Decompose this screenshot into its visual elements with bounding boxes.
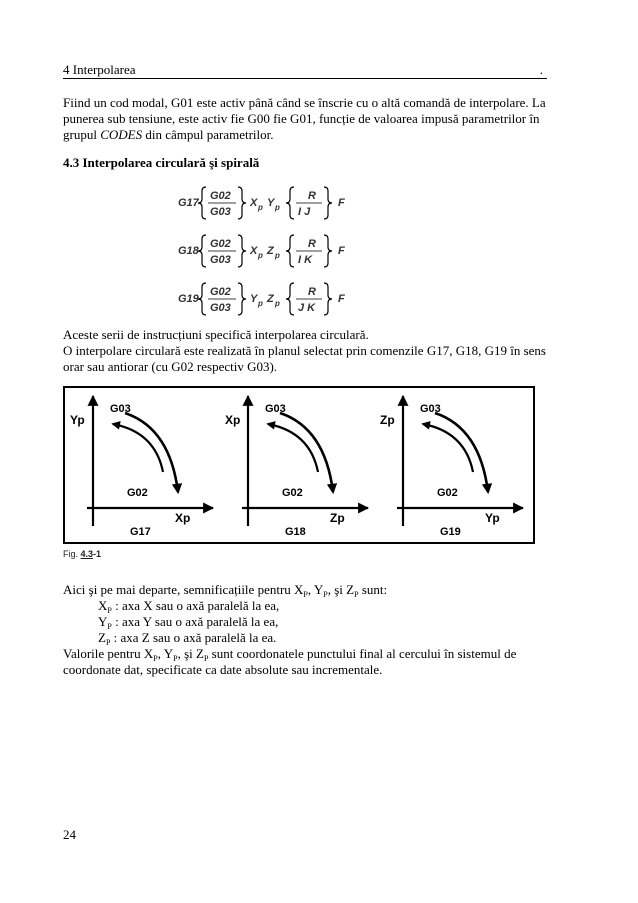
codes-term: CODES <box>100 127 143 142</box>
para3-line-6: coordonate dat, specificate ca date absolute sau incrementale. <box>63 662 383 677</box>
page-number: 24 <box>63 827 76 842</box>
g02-label: G02 <box>282 487 303 499</box>
formula-block <box>170 183 360 323</box>
horizontal-axis-label: Zp <box>330 511 345 525</box>
brace-left <box>198 187 206 219</box>
brace-right-2 <box>324 187 332 219</box>
g03-label: G03 <box>210 254 231 266</box>
horizontal-axis-label: Yp <box>485 511 500 525</box>
p3-text: , Y <box>157 646 174 661</box>
axis-letter: X <box>98 598 108 613</box>
para2-line-1: Aceste serii de instrucțiuni specifică interpolarea circulară. <box>63 327 369 342</box>
panel-g19 <box>380 396 523 538</box>
ccw-arc-arrow <box>268 424 318 472</box>
g03-label: G03 <box>210 302 231 314</box>
brace-right-2 <box>324 235 332 267</box>
intro-text: grupul <box>63 127 101 142</box>
axis-1-sub: p <box>258 299 263 308</box>
axis-1-sub: p <box>258 251 263 260</box>
chapter-title: 4 Interpolarea <box>63 62 136 77</box>
feed-label: F <box>338 293 345 305</box>
brace-left-2 <box>286 235 294 267</box>
radius-label: R <box>308 190 316 202</box>
brace-left-2 <box>286 283 294 315</box>
section-title: 4.3 Interpolarea circulară şi spirală <box>63 155 260 170</box>
intro-line-3 <box>63 127 274 143</box>
p3-text: , Y <box>307 582 324 597</box>
plane-label: G17 <box>130 526 151 538</box>
g02-label: G02 <box>210 238 231 250</box>
para2-line-2: O interpolare circulară este realizată în planul selectat prin comenzile G17, G18, G19 în sens <box>63 343 546 358</box>
figure-axes-diagram <box>65 388 533 542</box>
axis-2: Y <box>267 197 275 209</box>
sub-p: P <box>354 590 359 599</box>
axis-1: X <box>250 245 258 257</box>
axis-text: : axa Z sau o axă paralelă la ea. <box>110 630 277 645</box>
axis-text: : axa Y sau o axă paralelă la ea, <box>111 614 279 629</box>
feed-label: F <box>338 197 345 209</box>
sub-p: P <box>153 654 158 663</box>
axis-letter: Y <box>98 614 108 629</box>
intro-line-2: punerea sub tensiune, este activ fie G00 fie G01, funcție de valoarea impusă parametrilor în <box>63 111 540 126</box>
vertical-axis-label: Zp <box>380 413 395 427</box>
plane-label: G18 <box>285 526 306 538</box>
p3-text: Aici şi pe mai departe, semnificațiile pentru X <box>63 582 304 597</box>
panel-g18 <box>225 396 368 538</box>
axis-2-sub: p <box>275 251 280 260</box>
axis-text: : axa X sau o axă paralelă la ea, <box>111 598 280 613</box>
sub-p: P <box>303 590 308 599</box>
figure-caption <box>63 549 101 559</box>
axis-1: X <box>250 197 258 209</box>
header-mark: . <box>539 62 543 77</box>
brace-right <box>238 283 246 315</box>
g03-label: G03 <box>265 403 286 415</box>
feed-label: F <box>338 245 345 257</box>
plane-label: G19 <box>440 526 461 538</box>
vertical-axis-label: Yp <box>70 413 85 427</box>
brace-left <box>198 283 206 315</box>
g02-label: G02 <box>127 487 148 499</box>
p3-text: , şi Z <box>177 646 204 661</box>
center-label: J K <box>298 302 316 314</box>
axis-letter: Z <box>98 630 106 645</box>
sub-p: P <box>105 638 111 647</box>
g03-label: G03 <box>420 403 441 415</box>
sub-p: P <box>173 654 178 663</box>
g03-label: G03 <box>210 206 231 218</box>
g-code: G18 <box>178 245 199 257</box>
sub-p: P <box>107 622 112 631</box>
axis-1-sub: p <box>258 203 263 212</box>
radius-label: R <box>308 238 316 250</box>
p3-text: sunt coordonatele punctului final al cercului în sistemul de <box>208 646 517 661</box>
center-label: I J <box>298 206 311 218</box>
horizontal-axis-label: Xp <box>175 511 191 525</box>
formula-g18 <box>178 235 345 267</box>
p3-text: sunt: <box>358 582 388 597</box>
axis-1: Y <box>250 293 258 305</box>
caption-prefix: Fig. <box>63 549 81 559</box>
intro-text-end: din câmpul parametrilor. <box>142 127 274 142</box>
cw-arc-arrow <box>125 413 178 492</box>
axis-2: Z <box>267 293 274 305</box>
sub-p: P <box>107 606 112 615</box>
ccw-arc-arrow <box>113 424 163 472</box>
formula-g17 <box>178 187 345 219</box>
brace-right-2 <box>324 283 332 315</box>
panel-g17 <box>70 396 213 538</box>
center-label: I K <box>298 254 313 266</box>
g02-label: G02 <box>437 487 458 499</box>
radius-label: R <box>308 286 316 298</box>
formula-g19 <box>178 283 345 315</box>
p3-text: Valorile pentru X <box>63 646 154 661</box>
caption-number: 4.3 <box>80 549 94 559</box>
ccw-arc-arrow <box>423 424 473 472</box>
figure-frame <box>63 386 535 544</box>
g02-label: G02 <box>210 286 231 298</box>
cw-arc-arrow <box>435 413 488 492</box>
g-code: G17 <box>178 197 199 209</box>
p3-text: , şi Z <box>327 582 355 597</box>
cw-arc-arrow <box>280 413 333 492</box>
axis-2: Z <box>267 245 274 257</box>
para2-line-3: orar sau antiorar (cu G02 respectiv G03). <box>63 359 278 374</box>
page-header <box>63 62 547 79</box>
vertical-axis-label: Xp <box>225 413 241 427</box>
intro-line-1: Fiind un cod modal, G01 este activ până când se înscrie cu o altă comandă de interpolare. La <box>63 95 546 110</box>
brace-left <box>198 235 206 267</box>
caption-suffix: -1 <box>93 549 102 559</box>
brace-right <box>238 187 246 219</box>
brace-right <box>238 235 246 267</box>
g03-label: G03 <box>110 403 131 415</box>
brace-left-2 <box>286 187 294 219</box>
axis-2-sub: p <box>275 203 280 212</box>
axis-2-sub: p <box>275 299 280 308</box>
sub-p: P <box>323 590 328 599</box>
sub-p: P <box>203 654 209 663</box>
g02-label: G02 <box>210 190 231 202</box>
g-code: G19 <box>178 293 199 305</box>
